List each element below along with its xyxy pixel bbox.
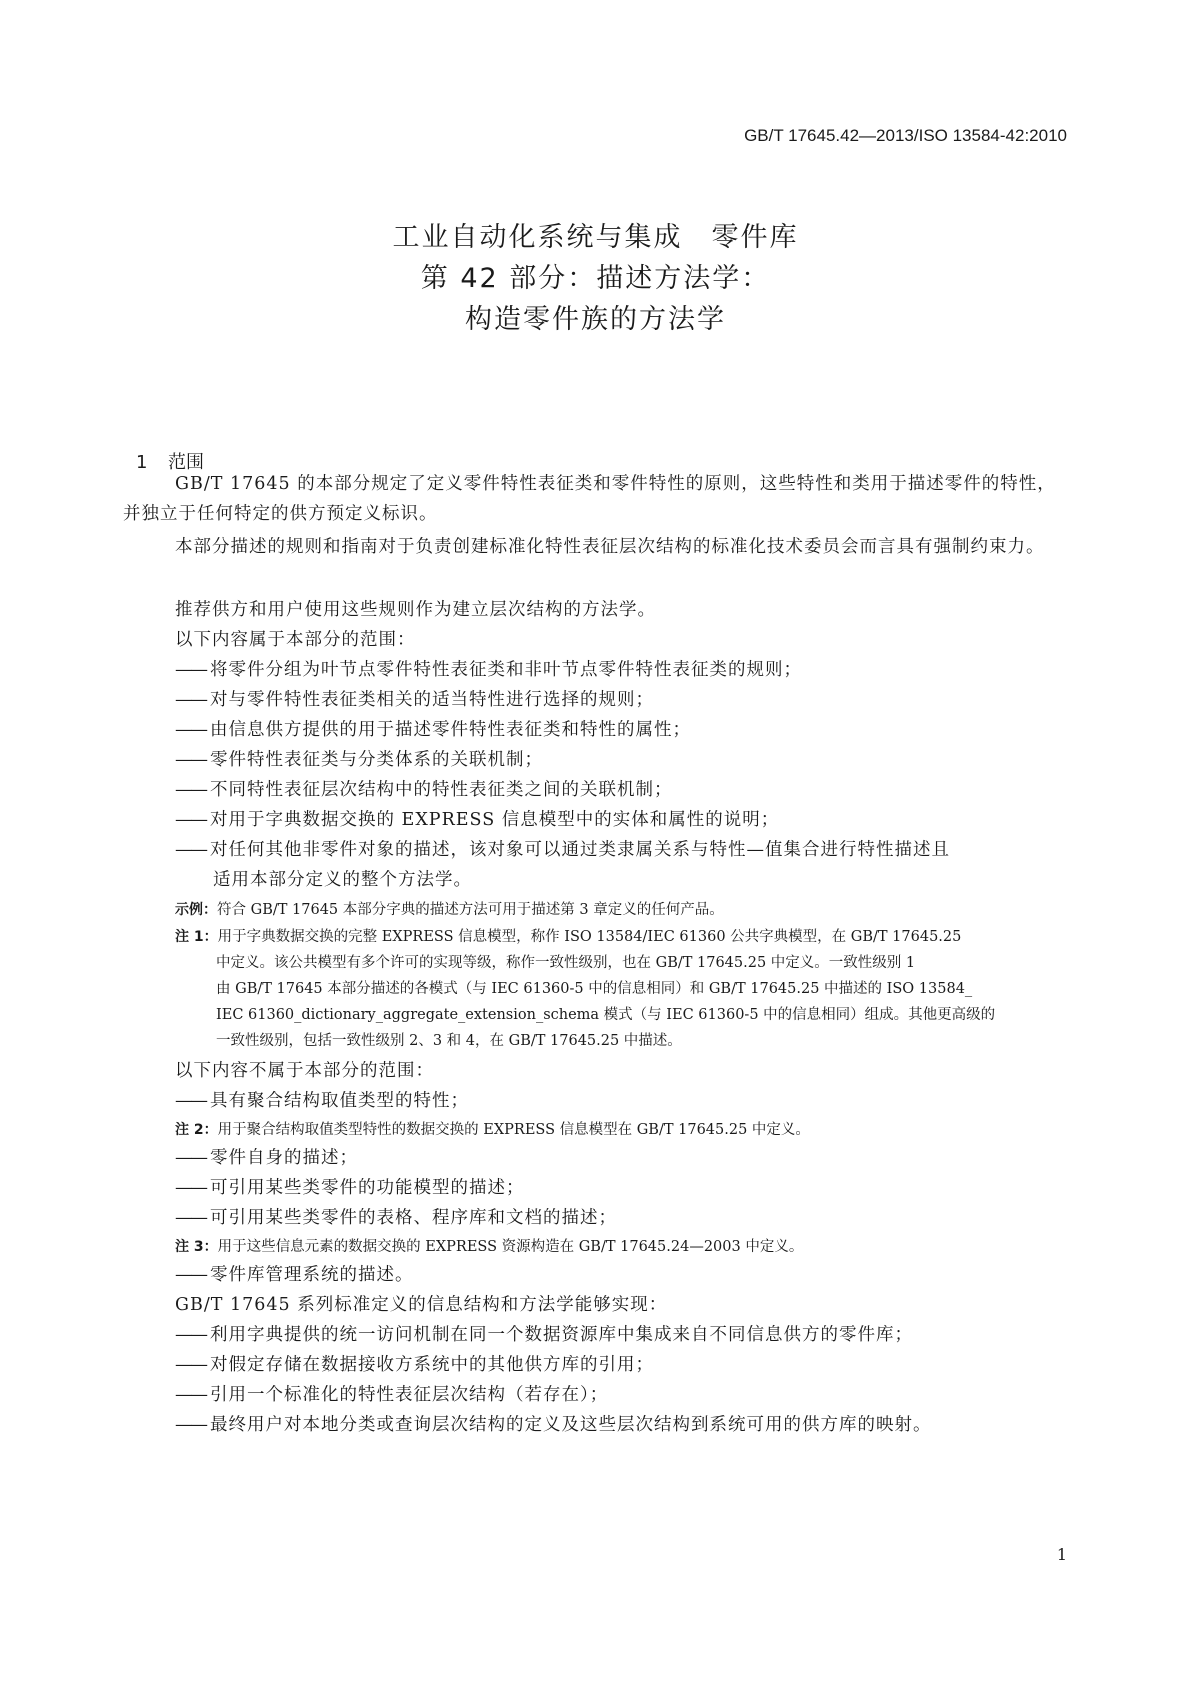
list-item: —— 可引用某些类零件的表格、程序库和文档的描述； [175, 1204, 617, 1229]
list-item-continuation: 适用本部分定义的整个方法学。 [213, 870, 472, 890]
note-2-label: 注 2： [175, 1122, 218, 1138]
list-item: —— 最终用户对本地分类或查询层次结构的定义及这些层次结构到系统可用的供方库的映射。 [175, 1411, 932, 1436]
list-item: —— 将零件分组为叶节点零件特性表征类和非叶节点零件特性表征类的规则； [175, 656, 802, 681]
example-text: 符合 GB/T 17645 本部分字典的描述方法可用于描述第 3 章定义的任何产品。 [217, 902, 724, 918]
list-item: —— 不同特性表征层次结构中的特性表征类之间的关联机制； [175, 776, 673, 801]
note-1-line: 中定义。该公共模型有多个许可的实现等级，称作一致性级别，也在 GB/T 17645.25 中定义。一致性级别 1 [216, 955, 916, 971]
paragraph-3: 推荐供方和用户使用这些规则作为建立层次结构的方法学。 [175, 600, 656, 620]
note-1-line: 用于字典数据交换的完整 EXPRESS 信息模型，称作 ISO 13584/IEC 61360 公共字典模型，在 GB/T 17645.25 [217, 929, 962, 945]
note-1 [175, 925, 961, 946]
example-label: 示例： [175, 902, 217, 918]
title-line-1: 工业自动化系统与集成 零件库 [392, 222, 799, 253]
note-2-text: 用于聚合结构取值类型特性的数据交换的 EXPRESS 信息模型在 GB/T 17645.25 中定义。 [217, 1122, 810, 1138]
scope-out-intro: 以下内容不属于本部分的范围： [175, 1061, 434, 1081]
note-3-label: 注 3： [175, 1239, 218, 1255]
title-line-2: 第 42 部分：描述方法学： [420, 263, 771, 294]
scope-in-intro: 以下内容属于本部分的范围： [175, 630, 416, 650]
list-item: —— 对与零件特性表征类相关的适当特性进行选择的规则； [175, 686, 654, 711]
list-item: —— 引用一个标准化的特性表征层次结构（若存在）； [175, 1381, 608, 1406]
series-intro: GB/T 17645 系列标准定义的信息结构和方法学能够实现： [175, 1295, 668, 1315]
note-1-line: IEC 61360_dictionary_aggregate_extension_schema 模式（与 IEC 61360-5 中的信息相同）组成。其他更高级的 [216, 1007, 996, 1023]
list-item: —— 由信息供方提供的用于描述零件特性表征类和特性的属性； [175, 716, 691, 741]
note-3-text: 用于这些信息元素的数据交换的 EXPRESS 资源构造在 GB/T 17645.24—2003 中定义。 [217, 1239, 804, 1255]
list-item: —— 零件特性表征类与分类体系的关联机制； [175, 746, 543, 771]
note-3 [175, 1235, 803, 1256]
title-line-3: 构造零件族的方法学 [465, 304, 726, 335]
section-title: 范围 [168, 452, 204, 473]
list-item: —— 零件库管理系统的描述。 [175, 1261, 414, 1286]
example-note [175, 898, 724, 919]
note-2 [175, 1118, 810, 1139]
list-item: —— 可引用某些类零件的功能模型的描述； [175, 1174, 525, 1199]
page-number: 1 [1056, 1545, 1067, 1564]
note-1-label: 注 1： [175, 929, 218, 945]
list-item: —— 零件自身的描述； [175, 1144, 358, 1169]
list-item: —— 对假定存储在数据接收方系统中的其他供方库的引用； [175, 1351, 654, 1376]
list-item: —— 对任何其他非零件对象的描述，该对象可以通过类隶属关系与特性—值集合进行特性描述且 [175, 836, 950, 861]
list-item: —— 利用字典提供的统一访问机制在同一个数据资源库中集成来自不同信息供方的零件库； [175, 1321, 913, 1346]
standard-code-header: GB/T 17645.42—2013/ISO 13584-42:2010 [744, 126, 1067, 145]
paragraph-1: GB/T 17645 的本部分规定了定义零件特性表征类和零件特性的原则，这些特性和类用于描述零件的特性，并独立于任何特定的供方预定义标识。 [123, 474, 1056, 524]
list-item: —— 具有聚合结构取值类型的特性； [175, 1087, 469, 1112]
note-1-line: 一致性级别，包括一致性级别 2、3 和 4，在 GB/T 17645.25 中描述。 [216, 1033, 682, 1049]
note-1-line: 由 GB/T 17645 本部分描述的各模式（与 IEC 61360-5 中的信息相同）和 GB/T 17645.25 中描述的 ISO 13584_ [216, 981, 973, 997]
list-item: —— 对用于字典数据交换的 EXPRESS 信息模型中的实体和属性的说明； [175, 806, 779, 831]
paragraph-2: 本部分描述的规则和指南对于负责创建标准化特性表征层次结构的标准化技术委员会而言具有强制约束力。 [175, 537, 1045, 557]
section-number: 1 [136, 452, 148, 473]
